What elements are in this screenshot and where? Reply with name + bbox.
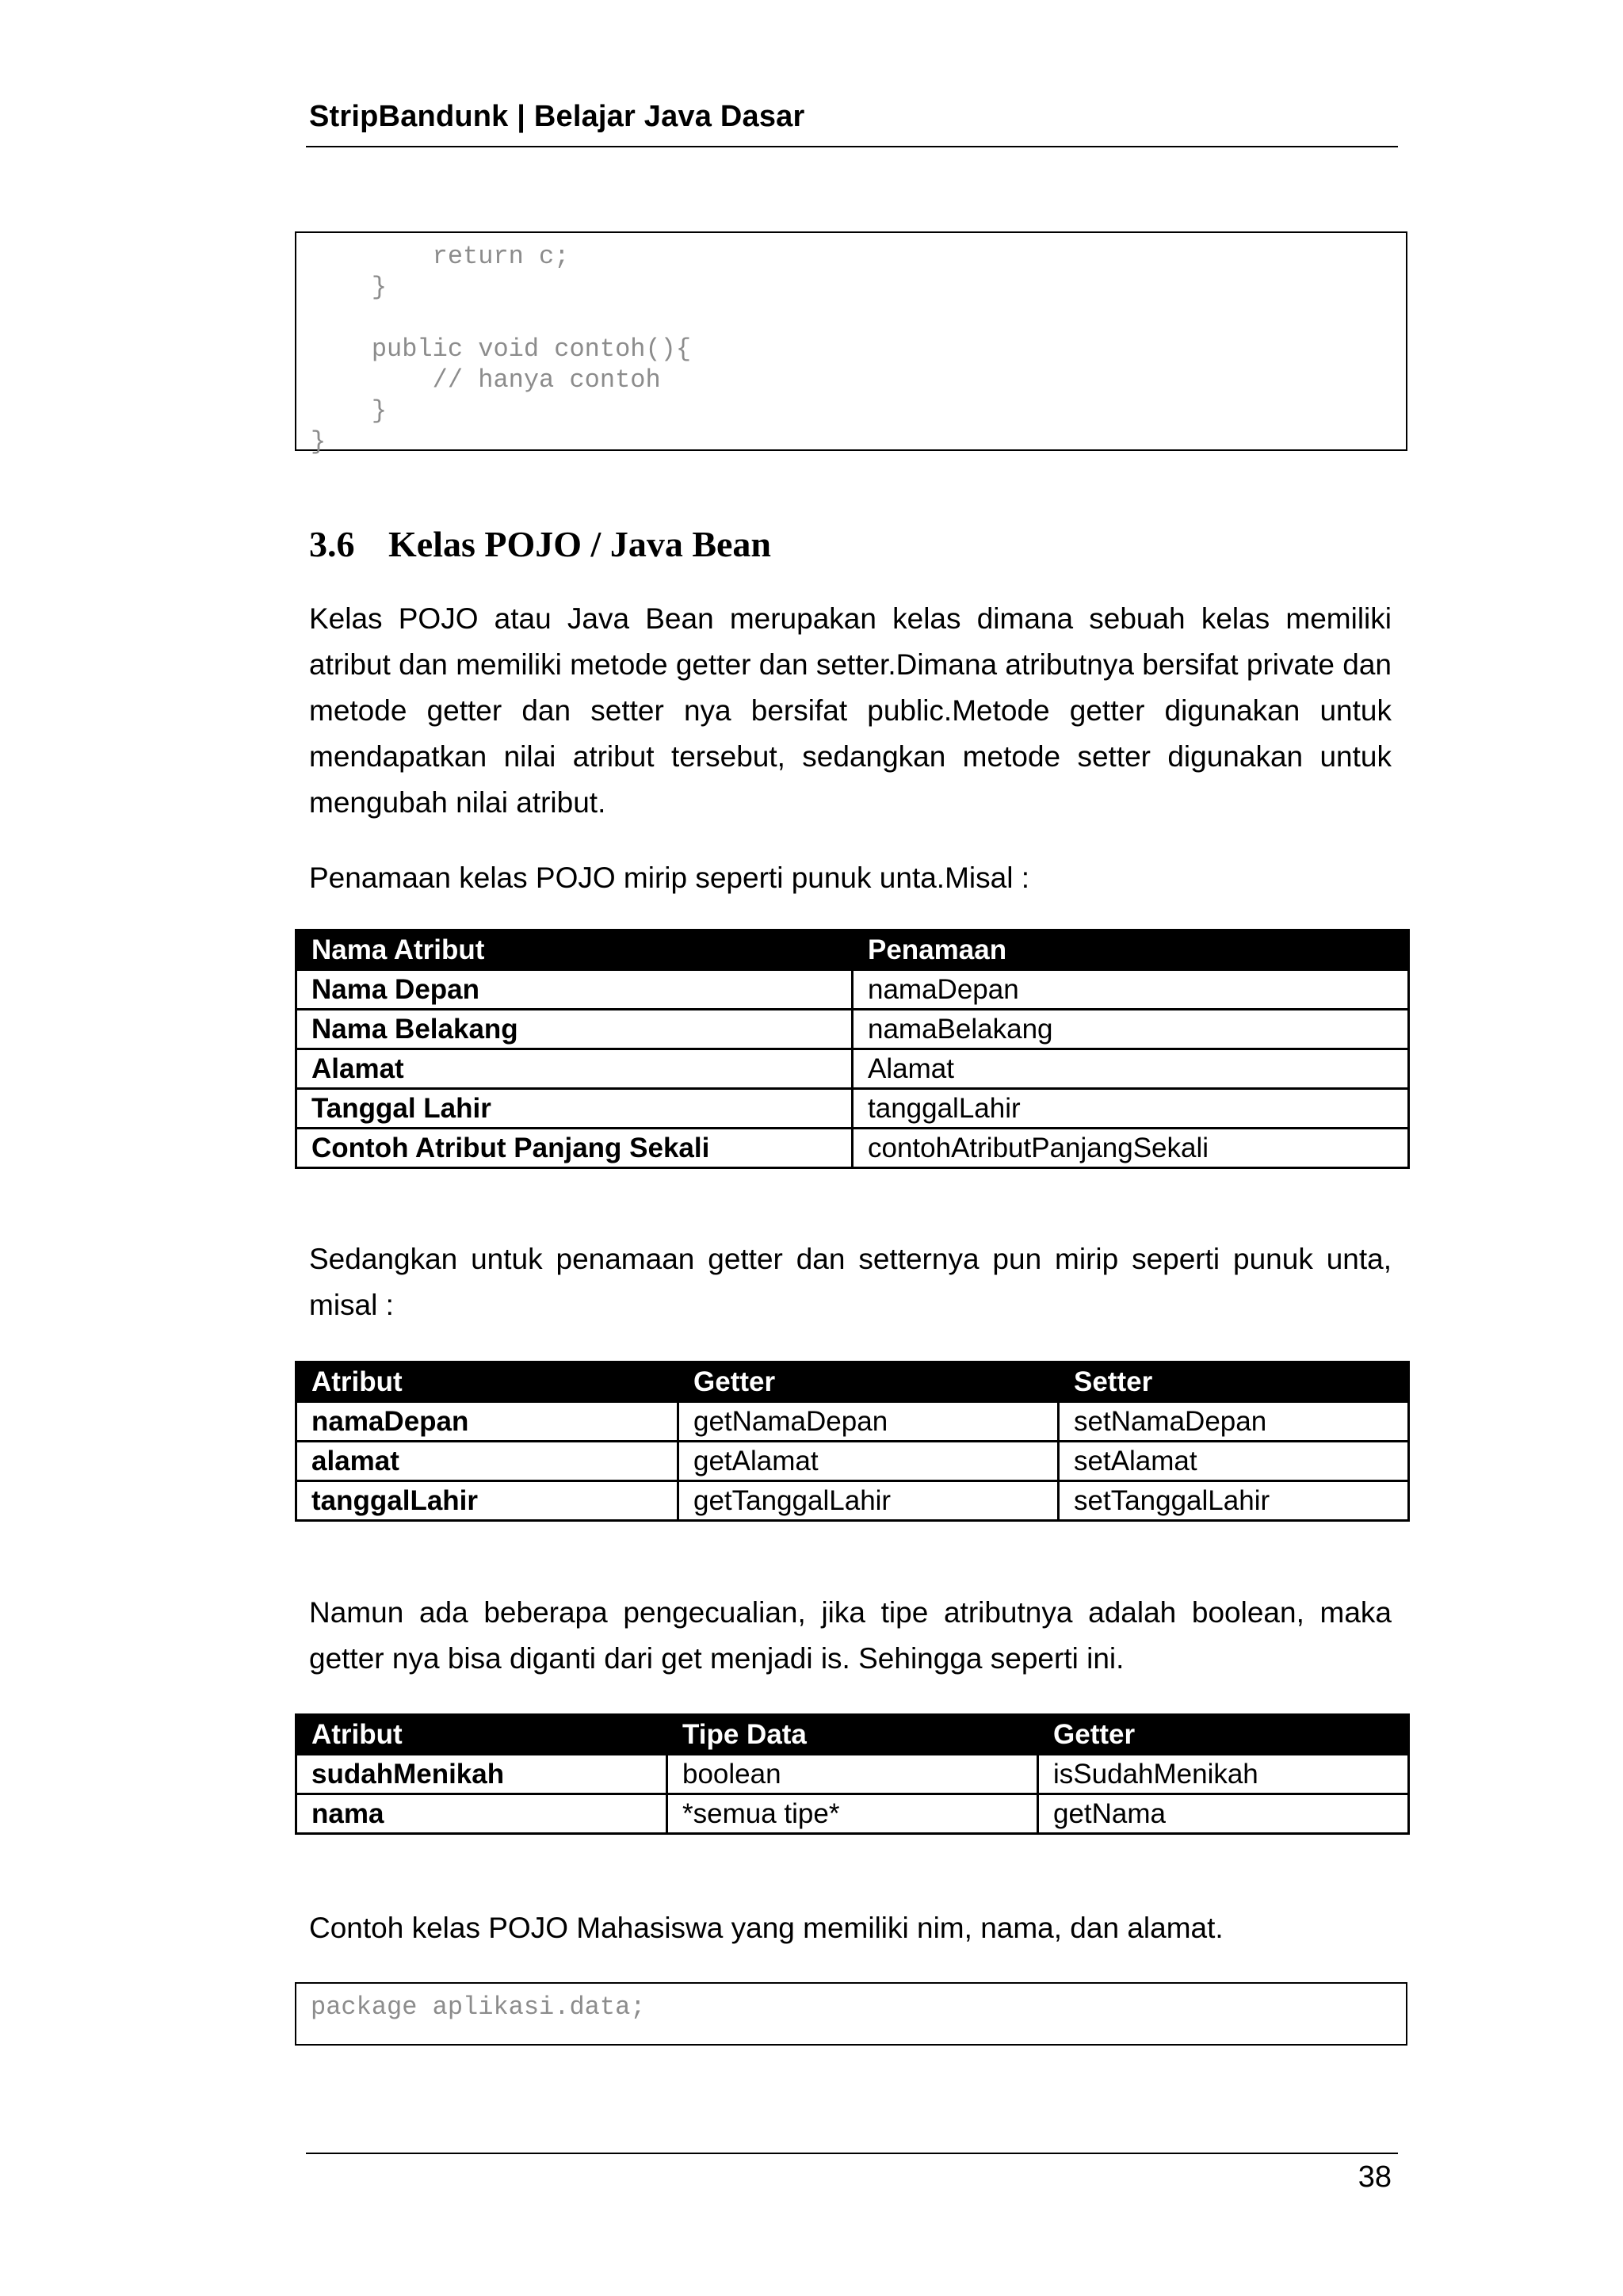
table-row — [296, 1481, 1409, 1521]
page-number: 38 — [1358, 2160, 1392, 2194]
boolean-table — [295, 1713, 1410, 1835]
paragraph-example: Contoh kelas POJO Mahasiswa yang memiliki nim, nama, dan alamat. — [309, 1912, 1224, 1944]
table-cell: Alamat — [296, 1049, 853, 1089]
table-cell: getNamaDepan — [678, 1402, 1059, 1442]
code-line: } — [311, 427, 327, 457]
table-header-row — [296, 1715, 1409, 1755]
header-divider — [306, 146, 1398, 147]
table-row — [296, 1755, 1409, 1794]
table-cell: boolean — [667, 1755, 1038, 1794]
table-row — [296, 1129, 1409, 1168]
table-cell: namaDepan — [296, 1402, 678, 1442]
table-row — [296, 1402, 1409, 1442]
table-row — [296, 1442, 1409, 1481]
column-header: Getter — [1038, 1715, 1409, 1755]
table-cell: getTanggalLahir — [678, 1481, 1059, 1521]
code-block-top — [295, 231, 1407, 457]
table-cell: alamat — [296, 1442, 678, 1481]
paragraph-getter-setter: Sedangkan untuk penamaan getter dan setternya pun mirip seperti punuk unta, misal : — [309, 1243, 1392, 1321]
column-header: Atribut — [296, 1362, 678, 1402]
code-line: // hanya contoh — [311, 365, 661, 395]
table-row — [296, 970, 1409, 1010]
section-number: 3.6 — [309, 524, 355, 564]
paragraph-boolean-note: Namun ada beberapa pengecualian, jika tipe atributnya adalah boolean, maka getter nya bisa diganti dari get menjadi is. Sehingga seperti ini. — [309, 1596, 1392, 1675]
footer-divider — [306, 2153, 1398, 2154]
code-line: } — [311, 396, 388, 426]
column-header: Nama Atribut — [296, 930, 853, 970]
paragraph-naming: Penamaan kelas POJO mirip seperti punuk unta.Misal : — [309, 861, 1029, 894]
table-row — [296, 1794, 1409, 1834]
column-header: Getter — [678, 1362, 1059, 1402]
code-line: return c; — [311, 242, 570, 271]
table-cell: setAlamat — [1059, 1442, 1409, 1481]
table-row — [296, 1049, 1409, 1089]
section-heading — [309, 523, 771, 565]
column-header: Atribut — [296, 1715, 667, 1755]
table-cell: namaBelakang — [853, 1010, 1409, 1049]
table-cell: Nama Belakang — [296, 1010, 853, 1049]
table-header-row — [296, 1362, 1409, 1402]
code-block-bottom — [295, 1982, 1407, 2046]
section-title: Kelas POJO / Java Bean — [388, 524, 771, 564]
table-cell: isSudahMenikah — [1038, 1755, 1409, 1794]
table-cell: tanggalLahir — [296, 1481, 678, 1521]
table-cell: namaDepan — [853, 970, 1409, 1010]
table-cell: tanggalLahir — [853, 1089, 1409, 1129]
accessor-table — [295, 1361, 1410, 1522]
table-cell: setNamaDepan — [1059, 1402, 1409, 1442]
table-header-row — [296, 930, 1409, 970]
table-cell: getAlamat — [678, 1442, 1059, 1481]
table-cell: Tanggal Lahir — [296, 1089, 853, 1129]
naming-table — [295, 929, 1410, 1169]
code-line: package aplikasi.data; — [311, 1992, 646, 2022]
table-cell: sudahMenikah — [296, 1755, 667, 1794]
column-header: Setter — [1059, 1362, 1409, 1402]
table-cell: Nama Depan — [296, 970, 853, 1010]
table-cell: nama — [296, 1794, 667, 1834]
table-cell: contohAtributPanjangSekali — [853, 1129, 1409, 1168]
table-cell: getNama — [1038, 1794, 1409, 1834]
paragraph-intro: Kelas POJO atau Java Bean merupakan kelas dimana sebuah kelas memiliki atribut dan memiliki metode getter dan setter.Dimana atributnya bersifat private dan metode getter dan setter nya bersifat public.Metode getter digunakan untuk mendapatkan nilai atribut tersebut, sedangkan metode setter digunakan untuk mengubah nilai atribut. — [309, 602, 1392, 819]
column-header: Tipe Data — [667, 1715, 1038, 1755]
table-cell: Contoh Atribut Panjang Sekali — [296, 1129, 853, 1168]
code-line: public void contoh(){ — [311, 334, 692, 364]
table-row — [296, 1089, 1409, 1129]
code-line: } — [311, 273, 388, 302]
column-header: Penamaan — [853, 930, 1409, 970]
table-row — [296, 1010, 1409, 1049]
table-cell: setTanggalLahir — [1059, 1481, 1409, 1521]
table-cell: Alamat — [853, 1049, 1409, 1089]
running-header: StripBandunk | Belajar Java Dasar — [309, 100, 805, 133]
table-cell: *semua tipe* — [667, 1794, 1038, 1834]
code-line — [311, 303, 1406, 334]
